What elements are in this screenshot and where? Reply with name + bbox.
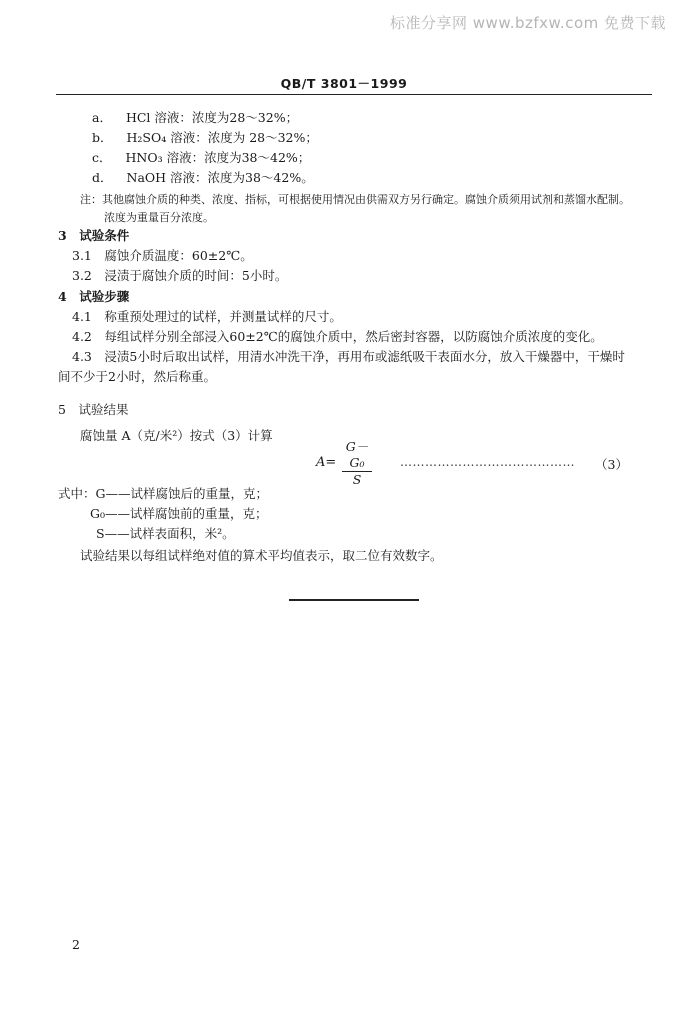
definition-G0: G₀——试样腐蚀前的重量，克； [90,506,268,521]
solution-item-c [92,150,310,166]
solution-label: c． [92,150,112,165]
section-3-item-1: 3.1 腐蚀介质温度：60±2℃。 [72,248,253,263]
section-5-intro: 腐蚀量 A（克/米²）按式（3）计算 [80,428,273,443]
formula-leader-dots: …………………………………… [400,455,575,469]
definition-S: S——试样表面积，米²。 [96,526,235,541]
section-5-title: 5 试验结果 [58,402,129,417]
page-number: 2 [72,937,80,952]
result-statement: 试验结果以每组试样绝对值的算术平均值表示，取二位有效数字。 [80,548,443,563]
note-line-1: 注：其他腐蚀介质的种类、浓度、指标，可根据使用情况由供需双方另行确定。腐蚀介质须用试剂和蒸馏水配制。 [80,193,630,206]
solution-chemical: H₂SO₄ [126,130,167,145]
formula-fraction [340,439,374,488]
definition-G: 式中：G——试样腐蚀后的重量，克； [58,486,268,501]
solution-label: a． [92,110,112,125]
note-line-2: 浓度为重量百分浓度。 [104,211,214,224]
header-rule [56,94,652,95]
solution-text: 溶液：浓度为 28～32%； [170,130,318,145]
watermark-text: 标准分享网 www.bzfxw.com 免费下载 [390,14,666,32]
solution-item-b [92,130,318,146]
section-3-title: 3 试验条件 [58,228,130,243]
section-4-item-3-continued: 间不少于2小时，然后称重。 [58,369,216,384]
section-4-item-2: 4.2 每组试样分别全部浸入60±2℃的腐蚀介质中，然后密封容器，以防腐蚀介质浓度的变化。 [72,329,603,344]
document-code: QB/T 3801－1999 [280,76,408,91]
solution-item-a [92,110,298,126]
end-rule [289,599,419,601]
solution-item-d [92,170,314,186]
solution-chemical: NaOH [126,170,167,185]
formula-numerator: G－G₀ [345,439,369,470]
solution-label: b． [92,130,113,145]
section-4-title: 4 试验步骤 [58,289,130,304]
solution-text: 溶液：浓度为38～42%。 [170,170,314,185]
section-4-item-3: 4.3 浸渍5小时后取出试样，用清水冲洗干净，再用布或滤纸吸干表面水分，放入干燥器中，干燥时 [72,349,625,364]
solution-chemical: HNO₃ [125,150,163,165]
solution-text: 溶液：浓度为28～32%； [154,110,299,125]
formula-denominator: S [352,472,362,487]
solution-chemical: HCl [125,110,151,125]
section-4-item-1: 4.1 称重预处理过的试样，并测量试样的尺寸。 [72,309,342,324]
solution-text: 溶液：浓度为38～42%； [166,150,311,165]
solution-label: d． [92,170,113,185]
formula-lhs: A= [316,455,337,470]
section-3-item-2: 3.2 浸渍于腐蚀介质的时间：5小时。 [72,268,288,283]
formula-number: （3） [595,457,628,472]
